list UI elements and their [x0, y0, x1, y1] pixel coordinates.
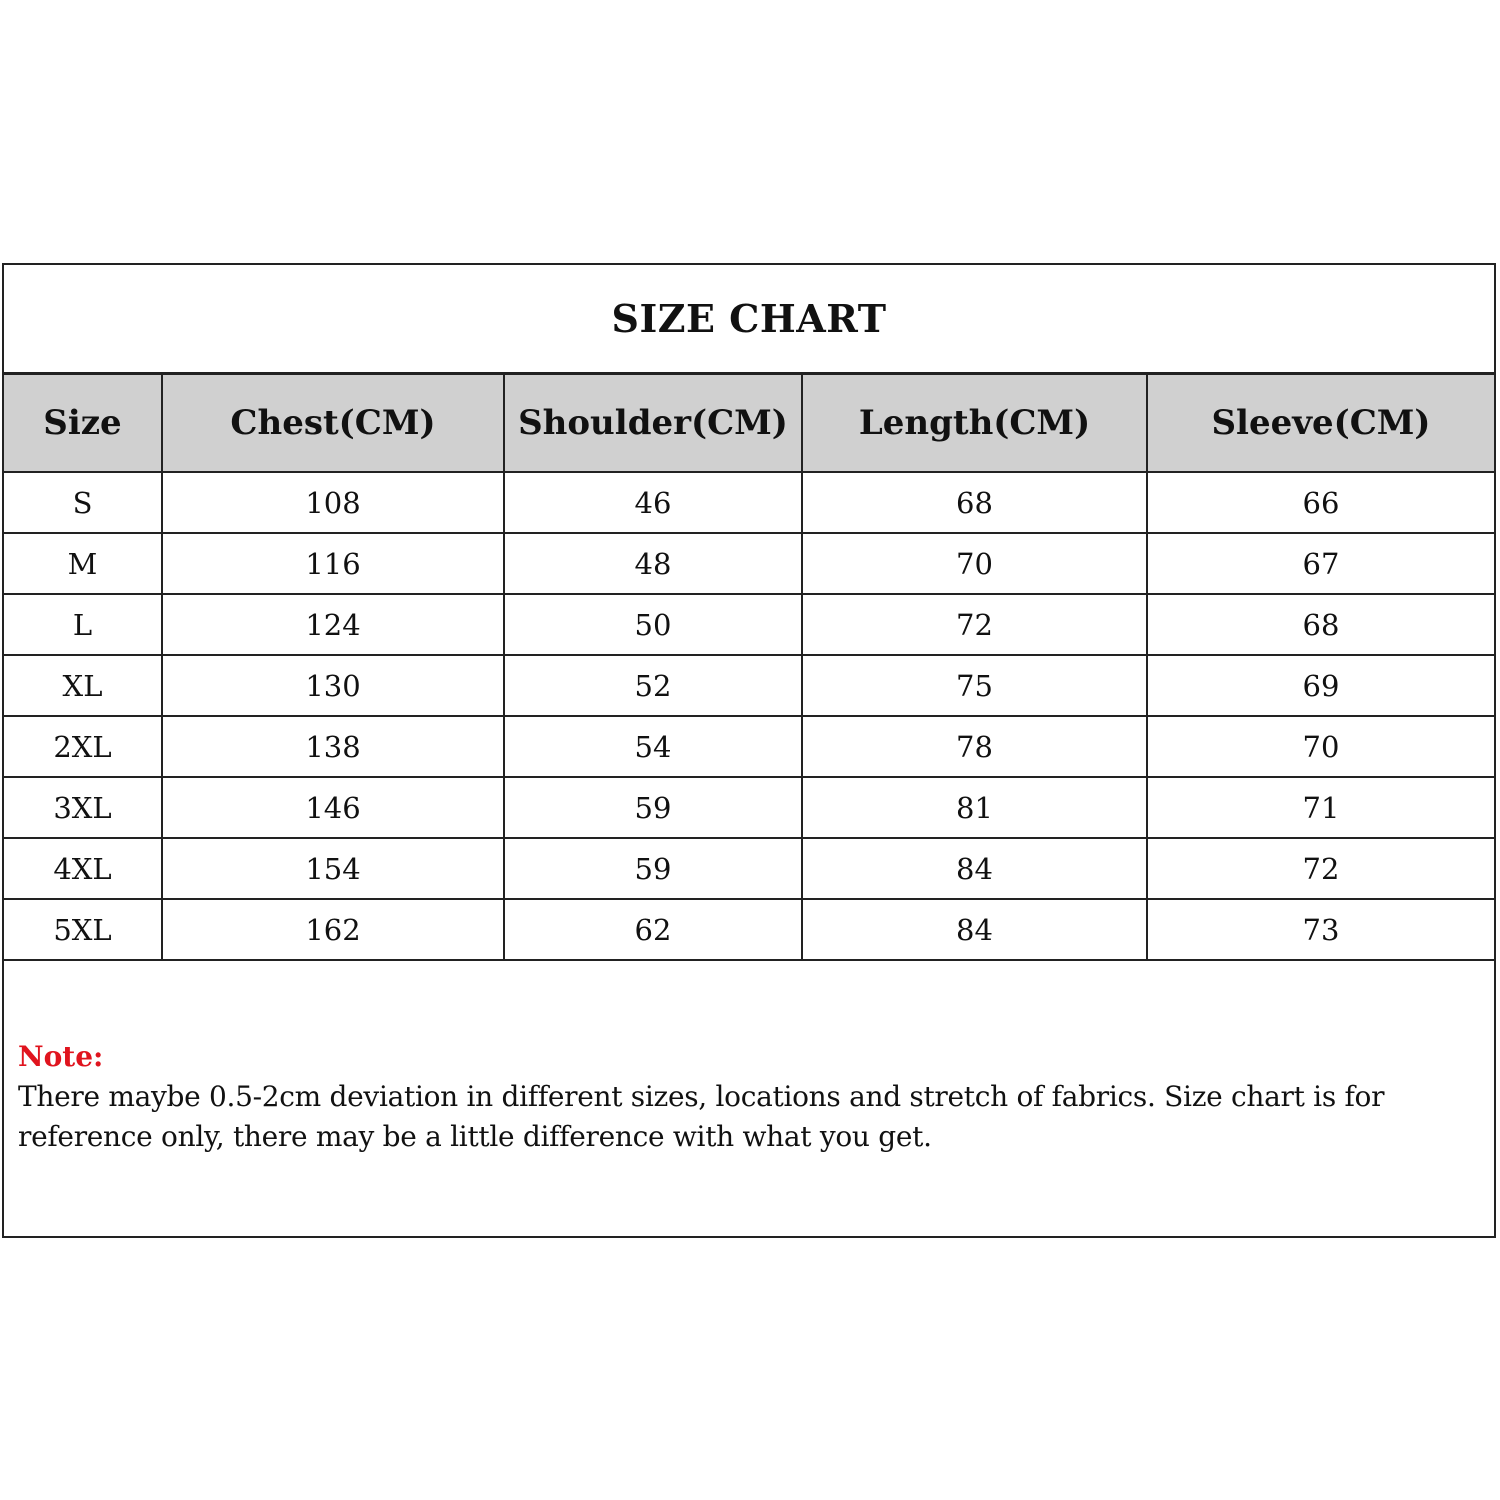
shoulder-cell: 59: [504, 838, 802, 899]
chest-cell: 130: [162, 655, 504, 716]
sleeve-cell: 70: [1147, 716, 1494, 777]
shoulder-cell: 50: [504, 594, 802, 655]
shoulder-cell: 59: [504, 777, 802, 838]
length-cell: 84: [802, 838, 1147, 899]
column-header-shoulder: Shoulder(CM): [504, 375, 802, 472]
column-header-size: Size: [4, 375, 162, 472]
size-cell: M: [4, 533, 162, 594]
table-row: [4, 533, 1494, 594]
shoulder-cell: 52: [504, 655, 802, 716]
length-cell: 75: [802, 655, 1147, 716]
chest-cell: 124: [162, 594, 504, 655]
column-header-length: Length(CM): [802, 375, 1147, 472]
length-cell: 84: [802, 899, 1147, 960]
note-text: There maybe 0.5-2cm deviation in different sizes, locations and stretch of fabrics. Size chart is for reference only, there may be a little difference with what you get.: [18, 1080, 1385, 1153]
shoulder-cell: 62: [504, 899, 802, 960]
shoulder-cell: 46: [504, 472, 802, 533]
size-table: [4, 375, 1494, 961]
length-cell: 72: [802, 594, 1147, 655]
table-row: [4, 716, 1494, 777]
table-row: [4, 472, 1494, 533]
table-row: [4, 899, 1494, 960]
chest-cell: 162: [162, 899, 504, 960]
sleeve-cell: 68: [1147, 594, 1494, 655]
length-cell: 70: [802, 533, 1147, 594]
length-cell: 78: [802, 716, 1147, 777]
table-row: [4, 655, 1494, 716]
length-cell: 68: [802, 472, 1147, 533]
table-header-row: [4, 375, 1494, 472]
size-cell: 4XL: [4, 838, 162, 899]
length-cell: 81: [802, 777, 1147, 838]
table-row: [4, 594, 1494, 655]
shoulder-cell: 48: [504, 533, 802, 594]
note-label: Note:: [18, 1040, 104, 1073]
size-cell: 2XL: [4, 716, 162, 777]
size-cell: S: [4, 472, 162, 533]
sleeve-cell: 73: [1147, 899, 1494, 960]
chart-title: SIZE CHART: [4, 265, 1494, 375]
column-header-sleeve: Sleeve(CM): [1147, 375, 1494, 472]
sleeve-cell: 66: [1147, 472, 1494, 533]
size-cell: 5XL: [4, 899, 162, 960]
chest-cell: 108: [162, 472, 504, 533]
table-row: [4, 777, 1494, 838]
shoulder-cell: 54: [504, 716, 802, 777]
chest-cell: 154: [162, 838, 504, 899]
chest-cell: 138: [162, 716, 504, 777]
sleeve-cell: 67: [1147, 533, 1494, 594]
size-cell: L: [4, 594, 162, 655]
chest-cell: 146: [162, 777, 504, 838]
column-header-chest: Chest(CM): [162, 375, 504, 472]
size-cell: 3XL: [4, 777, 162, 838]
table-row: [4, 838, 1494, 899]
note-section: [4, 961, 1494, 1157]
sleeve-cell: 69: [1147, 655, 1494, 716]
size-chart: [2, 263, 1496, 1238]
size-cell: XL: [4, 655, 162, 716]
sleeve-cell: 72: [1147, 838, 1494, 899]
chest-cell: 116: [162, 533, 504, 594]
sleeve-cell: 71: [1147, 777, 1494, 838]
